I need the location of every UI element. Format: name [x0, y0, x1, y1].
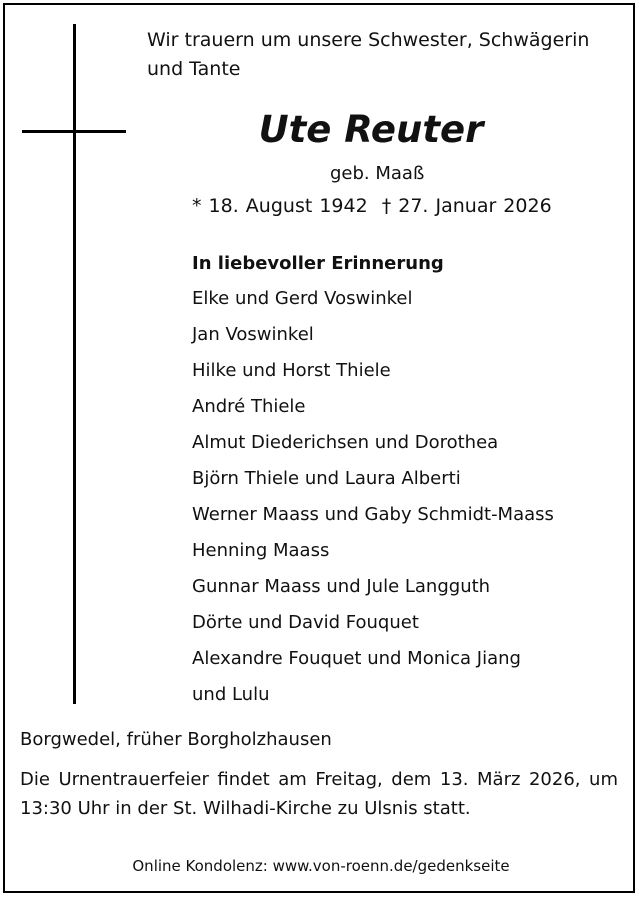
- service-announcement: Die Urnentrauerfeier findet am Freitag, dem 13. März 2026, um 13:30 Uhr in der St. Wilhadi-Kirche zu Ulsnis statt.: [20, 769, 618, 819]
- mourner-item: Jan Voswinkel: [192, 324, 314, 345]
- mourner-item: Björn Thiele und Laura Alberti: [192, 468, 461, 489]
- death-date: † 27. Januar 2026: [381, 195, 552, 217]
- mourners-heading: In liebevoller Erinnerung: [192, 253, 444, 274]
- place-text: Borgwedel, früher Borgholzhausen: [20, 729, 332, 750]
- mourner-item: Almut Diederichsen und Dorothea: [192, 432, 499, 453]
- intro-text: Wir trauern um unsere Schwester, Schwägerin und Tante: [147, 29, 590, 80]
- mourner-item: Gunnar Maass und Jule Langguth: [192, 576, 491, 597]
- deceased-name: Ute Reuter: [258, 108, 484, 151]
- mourner-item: Werner Maass und Gaby Schmidt-Maass: [192, 504, 554, 525]
- mourners-list: [192, 285, 554, 717]
- life-dates: [192, 195, 552, 217]
- maiden-name: geb. Maaß: [330, 163, 425, 184]
- mourner-item: Henning Maass: [192, 540, 330, 561]
- online-condolence-text: Online Kondolenz: www.von-roenn.de/gedenkseite: [132, 857, 510, 875]
- mourner-item: Hilke und Horst Thiele: [192, 360, 391, 381]
- mourner-item: André Thiele: [192, 396, 306, 417]
- birth-date: * 18. August 1942: [192, 195, 368, 217]
- mourner-item: und Lulu: [192, 684, 270, 705]
- mourner-item: Dörte und David Fouquet: [192, 612, 419, 633]
- mourner-item: Alexandre Fouquet und Monica Jiang: [192, 648, 521, 669]
- mourner-item: Elke und Gerd Voswinkel: [192, 288, 413, 309]
